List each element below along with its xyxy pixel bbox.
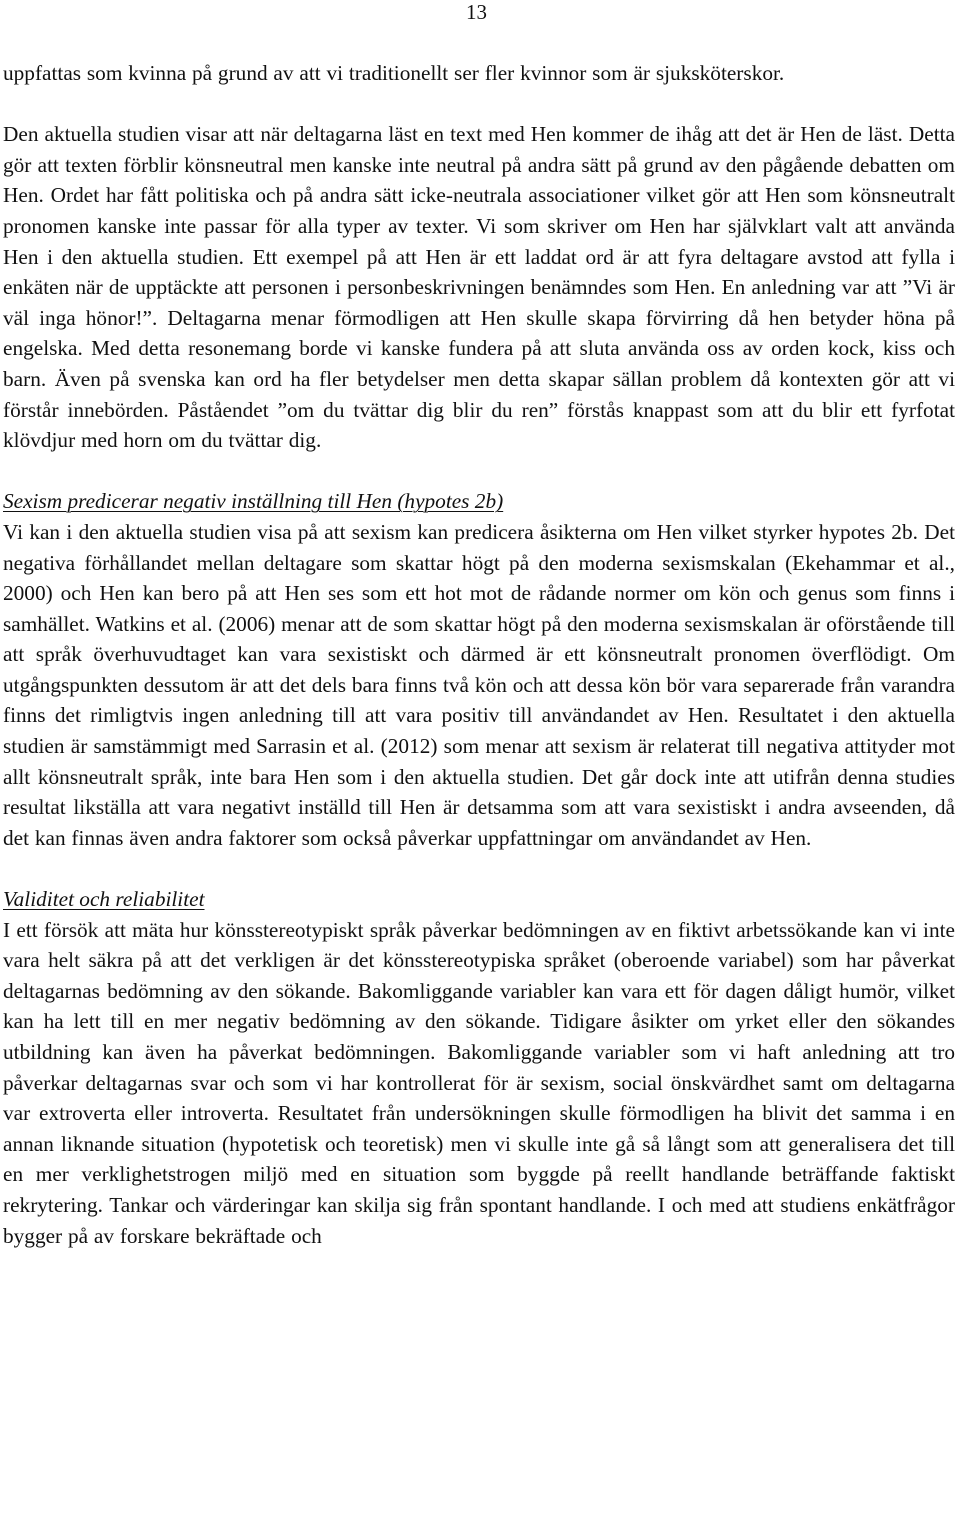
paragraph-validity: I ett försök att mäta hur könsstereotypiskt språk påverkar bedömningen av en fiktivt arbetssökande kan vi inte vara helt säkra på att det verkligen är det könsstereotypiska språket (oberoende variabel) som har påverkat deltagarnas bedömning av den sökande. Bakomliggande variabler kan vara ett för dagen dåligt humör, vilket kan ha lett till en mer negativ bedömning av den sökande. Tidigare åsikter om yrket eller den sökandes utbildning kan även ha påverkat bedömningen. Bakomliggande variabler som vi haft anledning att tro påverkar deltagarnas svar och som vi har kontrollerat för är sexism, social önskvärdhet samt om deltagarna var extroverta eller introverta. Resultatet från undersökningen skulle förmodligen ha blivit det samma i en annan liknande situation (hypotetisk och teoretisk) men vi skulle inte gå så långt som att generalisera det till en mer verklighetstrogen miljö med en situation som byggde på reellt handlande beträffande faktiskt rekrytering. Tankar och värderingar kan skilja sig från spontant handlande. I och med att studiens enkätfrågor bygger på av forskare bekräftade och — [3, 917, 955, 1248]
paragraph-hen-discussion: Den aktuella studien visar att när deltagarna läst en text med Hen kommer de ihåg att det är Hen de läst. Detta gör att texten förblir könsneutral men kanske inte neutral på andra sätt på grund av den pågående debatten om Hen. Ordet har fått politiska och på andra sätt icke-neutrala associationer vilket gör att Hen som könsneutralt pronomen kanske inte passar för alla typer av texter. Vi som skriver om Hen har självklart valt att använda Hen i den aktuella studien. Ett exempel på att Hen är ett laddat ord är att fyra deltagare avstod att fylla i enkäten när de upptäckte att personen i personbeskrivningen benämndes som Hen. En anledning var att ”Vi är väl inga hönor!”. Deltagarna menar förmodligen att Hen skulle skapa förvirring då hen betyder höna på engelska. Med detta resonemang borde vi kanske fundera på att sluta använda oss av orden kock, kiss och barn. Även på svenska kan ord ha fler betydelser men detta skapar sällan problem då kontexten gör att vi förstår innebörden. Påståendet ”om du tvättar dig blir du ren” förstås knappast som att du blir ett fyrfotat klövdjur med horn om du tvättar dig. — [3, 122, 955, 453]
section-heading-sexism: Sexism predicerar negativ inställning till Hen (hypotes 2b) — [3, 489, 504, 514]
paragraph-sexism: Vi kan i den aktuella studien visa på att sexism kan predicera åsikterna om Hen vilket styrker hypotes 2b. Det negativa förhållandet mellan deltagare som skattar högt på den moderna sexismskalan (Ekehammar et al., 2000) och Hen kan bero på att Hen ses som ett hot mot de rådande normer om kön och genus som finns i samhället. Watkins et al. (2006) menar att de som skattar högt på den moderna sexismskalan är oförstående till att språk överhuvudtaget kan vara sexistiskt och därmed är ett könsneutralt pronomen överflödigt. Om utgångspunkten dessutom är att det dels bara finns två kön och att dessa kön bör vara separerade från varandra finns det rimligtvis ingen anledning till att vara positiv till användandet av Hen. Resultatet i den aktuella studien är samstämmigt med Sarrasin et al. (2012) som menar att sexism är relaterat till negativa attityder mot allt könsneutralt språk, inte bara Hen som i den aktuella studien. Det går dock inte att utifrån denna studies resultat likställa att vara negativt inställd till Hen är detsamma som att vara sexistiskt i andra avseenden, då det kan finnas även andra faktorer som också påverkar uppfattningar om användandet av Hen. — [3, 519, 955, 850]
body-text — [3, 58, 955, 1251]
page-number: 13 — [466, 0, 487, 24]
paragraph-intro-continuation: uppfattas som kvinna på grund av att vi traditionellt ser fler kvinnor som är sjuksköterskor. — [3, 61, 785, 85]
section-heading-validity: Validitet och reliabilitet — [3, 887, 205, 912]
